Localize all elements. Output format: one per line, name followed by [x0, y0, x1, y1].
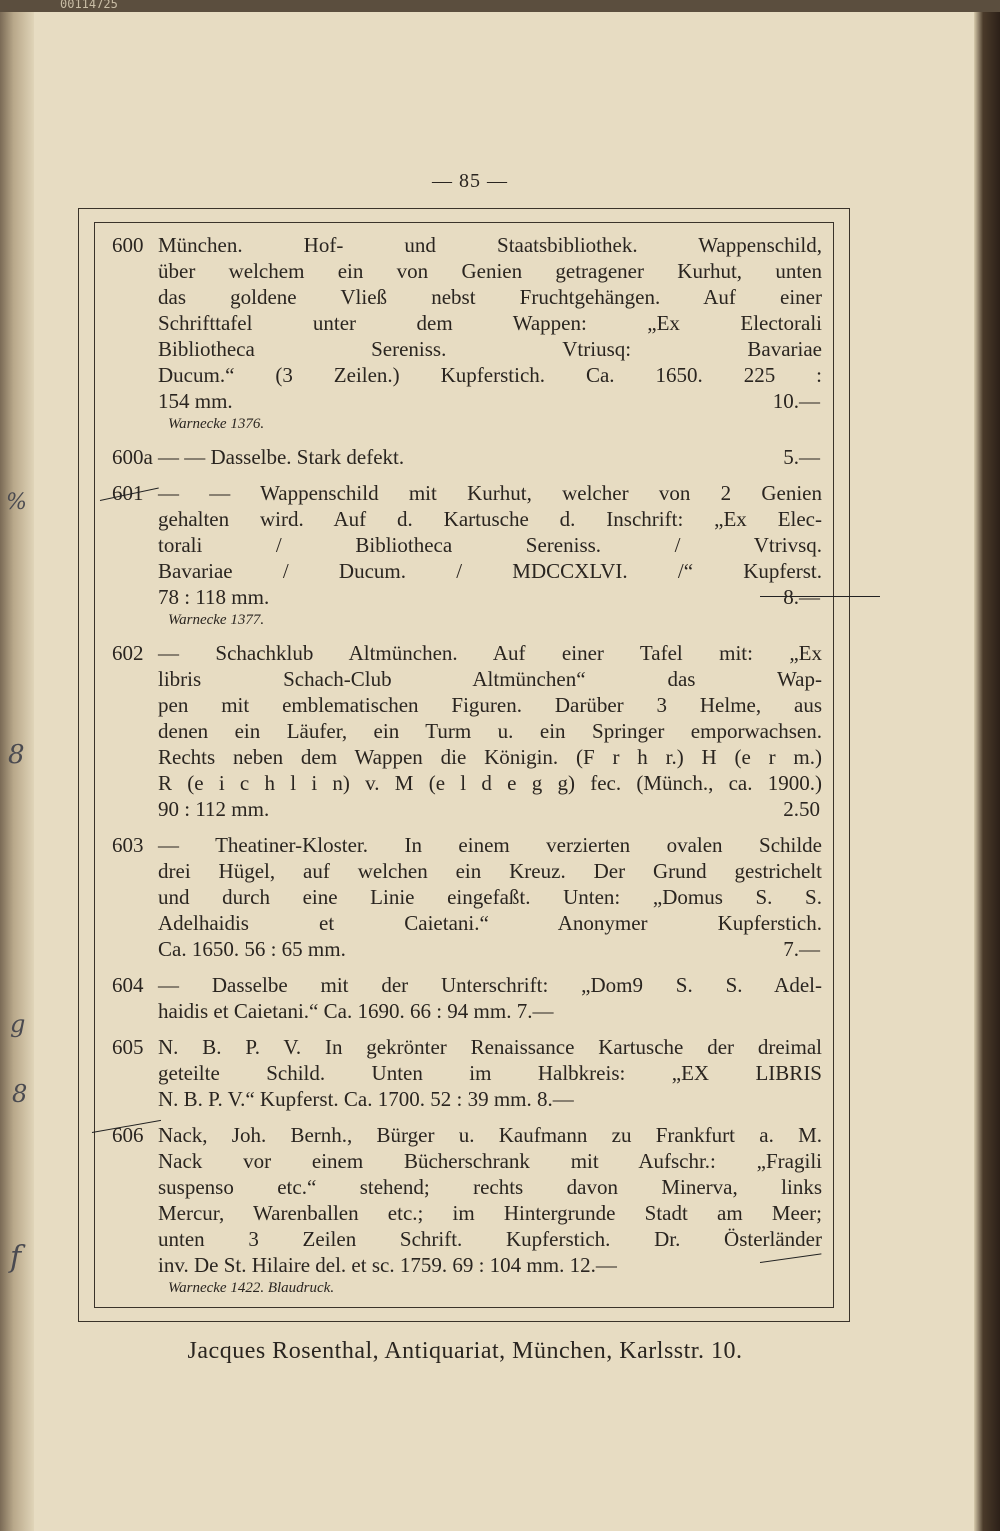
entry-text: libris Schach-Club Altmünchen“ das Wap-: [158, 667, 822, 691]
catalog-entry: [112, 1034, 822, 1112]
entry-text: Ca. 1650. 56 : 65 mm.: [158, 937, 346, 961]
entry-line: [112, 1226, 822, 1252]
entry-line: [112, 1060, 822, 1086]
entry-text: drei Hügel, auf welchen ein Kreuz. Der Grund gestrichelt: [158, 859, 822, 883]
entry-text: N. B. P. V. In gekrönter Renaissance Kartusche der dreimal: [158, 1035, 822, 1059]
catalog-entry: [112, 480, 822, 630]
entry-line: [112, 910, 822, 936]
entry-text: haidis et Caietani.“ Ca. 1690. 66 : 94 mm. 7.—: [158, 999, 554, 1023]
entry-number: 600: [112, 233, 144, 257]
entry-text: pen mit emblematischen Figuren. Darüber 3 Helme, aus: [158, 693, 822, 717]
margin-note: 8: [8, 740, 25, 770]
entry-line: [112, 388, 822, 414]
entry-line: [112, 480, 822, 506]
entry-price: 7.—: [783, 937, 820, 961]
top-strip: [0, 0, 1000, 12]
page-number: — 85 —: [432, 170, 508, 192]
catalog-entry: [112, 640, 822, 822]
entry-number: 605: [112, 1035, 144, 1059]
entry-text: inv. De St. Hilaire del. et sc. 1759. 69 : 104 mm. 12.—: [158, 1253, 617, 1277]
catalog-entry: [112, 972, 822, 1024]
entry-text: Nack vor einem Bücherschrank mit Aufschr.: „Fragili: [158, 1149, 822, 1173]
entry-line: [112, 884, 822, 910]
entry-text: Adelhaidis et Caietani.“ Anonymer Kupferstich.: [158, 911, 822, 935]
entry-text: — Dasselbe mit der Unterschrift: „Dom9 S. S. Adel-: [158, 973, 822, 997]
entry-line: [112, 284, 822, 310]
entry-line: [112, 232, 822, 258]
entry-line: [112, 506, 822, 532]
entry-number: 604: [112, 973, 144, 997]
entry-reference: Warnecke 1377.: [168, 612, 265, 628]
entry-text: Ducum.“ (3 Zeilen.) Kupferstich. Ca. 1650. 225 :: [158, 363, 822, 387]
pen-strike-601-price: [760, 596, 880, 597]
entry-text: gehalten wird. Auf d. Kartusche d. Inschrift: „Ex Elec-: [158, 507, 822, 531]
entry-text: 154 mm.: [158, 389, 233, 413]
entry-text: Mercur, Warenballen etc.; im Hintergrunde Stadt am Meer;: [158, 1201, 822, 1225]
entry-price: 8.—: [783, 585, 820, 609]
entry-line: [112, 310, 822, 336]
entry-text: N. B. P. V.“ Kupferst. Ca. 1700. 52 : 39 mm. 8.—: [158, 1087, 574, 1111]
entry-line: [112, 444, 822, 470]
entry-text: — Theatiner-Kloster. In einem verzierten ovalen Schilde: [158, 833, 822, 857]
entry-text: 78 : 118 mm.: [158, 585, 270, 609]
entry-text: R (e i c h l i n) v. M (e l d e g g) fec. (Münch., ca. 1900.): [158, 771, 822, 795]
catalog-entries: [112, 232, 822, 1308]
entry-line: [112, 744, 822, 770]
entry-text: suspenso etc.“ stehend; rechts davon Minerva, links: [158, 1175, 822, 1199]
entry-text: — — Dasselbe. Stark defekt.: [158, 445, 405, 469]
entry-number: 600a: [112, 445, 153, 469]
entry-line: [112, 558, 822, 584]
catalog-entry: [112, 444, 822, 470]
entry-line: [112, 258, 822, 284]
entry-text: Schrifttafel unter dem Wappen: „Ex Electorali: [158, 311, 822, 335]
entry-line: [112, 666, 822, 692]
entry-text: denen ein Läufer, ein Turm u. ein Springer emporwachsen.: [158, 719, 822, 743]
entry-line: [112, 972, 822, 998]
entry-line: [112, 770, 822, 796]
entry-text: Bavariae / Ducum. / MDCCXLVI. /“ Kupferst.: [158, 559, 822, 583]
entry-reference: Warnecke 1422. Blaudruck.: [168, 1280, 335, 1296]
page-edge: [974, 0, 1000, 1531]
margin-note: g: [10, 1010, 26, 1038]
entry-line: [112, 1174, 822, 1200]
entry-line: [112, 832, 822, 858]
entry-number: 602: [112, 641, 144, 665]
entry-number: 601: [112, 481, 144, 505]
entry-line: [112, 640, 822, 666]
entry-text: München. Hof- und Staatsbibliothek. Wappenschild,: [158, 233, 822, 257]
entry-line: [112, 584, 822, 610]
entry-reference: Warnecke 1376.: [168, 416, 265, 432]
entry-text: über welchem ein von Genien getragener Kurhut, unten: [158, 259, 822, 283]
entry-line: [112, 858, 822, 884]
entry-line: [112, 1086, 822, 1112]
entry-line: [112, 1252, 822, 1278]
entry-line: [112, 1034, 822, 1060]
entry-line: [112, 336, 822, 362]
margin-note: %: [6, 490, 27, 515]
entry-number: 603: [112, 833, 144, 857]
entry-line: [112, 532, 822, 558]
entry-price: 10.—: [772, 389, 820, 413]
publisher-footer: Jacques Rosenthal, Antiquariat, München, Karlsstr. 10.: [187, 1338, 743, 1364]
entry-text: das goldene Vließ nebst Fruchtgehängen. Auf einer: [158, 285, 822, 309]
entry-number: 606: [112, 1123, 144, 1147]
entry-price: 2.50: [783, 797, 820, 821]
entry-text: unten 3 Zeilen Schrift. Kupferstich. Dr. Österländer: [158, 1227, 822, 1251]
catalog-entry: [112, 232, 822, 434]
catalog-entry: [112, 832, 822, 962]
top-strip-label: 00114725: [60, 0, 118, 11]
entry-line: [112, 1148, 822, 1174]
entry-line: [112, 692, 822, 718]
entry-text: Nack, Joh. Bernh., Bürger u. Kaufmann zu Frankfurt a. M.: [158, 1123, 822, 1147]
entry-text: — — Wappenschild mit Kurhut, welcher von 2 Genien: [158, 481, 822, 505]
entry-text: geteilte Schild. Unten im Halbkreis: „EX LIBRIS: [158, 1061, 822, 1085]
entry-line: [112, 362, 822, 388]
entry-text: — Schachklub Altmünchen. Auf einer Tafel mit: „Ex: [158, 641, 822, 665]
margin-note: 8: [12, 1080, 28, 1108]
entry-line: [112, 998, 822, 1024]
entry-line: [112, 1122, 822, 1148]
entry-text: torali / Bibliotheca Sereniss. / Vtrivsq.: [158, 533, 822, 557]
entry-line: [112, 796, 822, 822]
entry-line: [112, 936, 822, 962]
entry-price: 5.—: [783, 445, 820, 469]
entry-text: Bibliotheca Sereniss. Vtriusq: Bavariae: [158, 337, 822, 361]
entry-line: [112, 718, 822, 744]
entry-line: [112, 1200, 822, 1226]
entry-text: 90 : 112 mm.: [158, 797, 270, 821]
entry-text: und durch eine Linie eingefaßt. Unten: „Domus S. S.: [158, 885, 822, 909]
margin-note: f: [10, 1240, 22, 1275]
catalog-entry: [112, 1122, 822, 1298]
entry-text: Rechts neben dem Wappen die Königin. (F r h r.) H (e r m.): [158, 745, 822, 769]
